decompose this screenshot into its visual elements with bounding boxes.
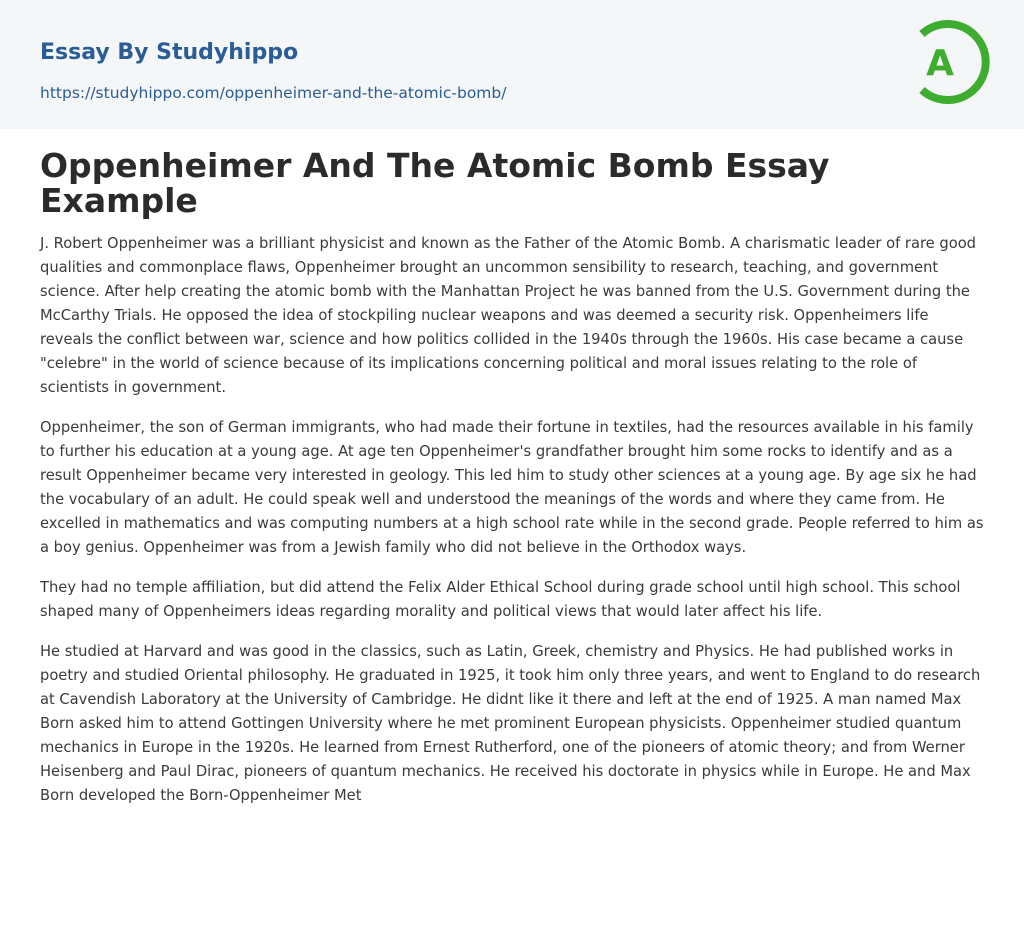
page-title: Oppenheimer And The Atomic Bomb Essay Example xyxy=(40,146,830,220)
paragraph-4: He studied at Harvard and was good in the classics, such as Latin, Greek, chemistry and Physics. He had published works in poetry and studied Oriental philosophy. He graduated in 1925, it took him only three years, and went to England to do research at Cavendish Laboratory at the University of Cambridge. He didnt like it there and left at the end of 1925. A man named Max Born asked him to attend Gottingen University where he met prominent European physicists. Oppenheimer studied quantum mechanics in Europe in the 1920s. He learned from Ernest Rutherford, one of the pioneers of atomic theory; and from Werner Heisenberg and Paul Dirac, pioneers of quantum mechanics. He received his doctorate in physics while in Europe. He and Max Born developed the Born-Oppenheimer Met xyxy=(40,643,981,804)
studyhippo-logo-icon[interactable] xyxy=(904,17,992,107)
article xyxy=(40,148,986,824)
paragraph-2: Oppenheimer, the son of German immigrants, who had made their fortune in textiles, had the resources available in his family to further his education at a young age. At age ten Oppenheimer's grandfather brought him some rocks to identify and as a result Oppenheimer became very interested in geology. This led him to study other sciences at a young age. By age six he had the vocabulary of an adult. He could speak well and understood the meanings of the words and where they came from. He excelled in mathematics and was computing numbers at a high school rate while in the second grade. People referred to him as a boy genius. Oppenheimer was from a Jewish family who did not believe in the Orthodox ways. xyxy=(40,419,984,556)
source-url-link[interactable]: https://studyhippo.com/oppenheimer-and-the-atomic-bomb/ xyxy=(40,84,507,102)
logo-letter: A xyxy=(926,43,954,84)
paragraph-3: They had no temple affiliation, but did attend the Felix Alder Ethical School during grade school until high school. This school shaped many of Oppenheimers ideas regarding morality and political views that would later affect his life. xyxy=(40,579,961,620)
site-header xyxy=(0,0,1024,129)
site-title[interactable]: Essay By Studyhippo xyxy=(40,40,299,65)
paragraph-1: J. Robert Oppenheimer was a brilliant physicist and known as the Father of the Atomic Bomb. A charismatic leader of rare good qualities and commonplace flaws, Oppenheimer brought an uncommon sensibility to research, teaching, and government science. After help creating the atomic bomb with the Manhattan Project he was banned from the U.S. Government during the McCarthy Trials. He opposed the idea of stockpiling nuclear weapons and was deemed a security risk. Oppenheimers life reveals the conflict between war, science and how politics collided in the 1940s through the 1960s. His case became a cause "celebre" in the world of science because of its implications concerning political and moral issues relating to the role of scientists in government. xyxy=(40,235,977,396)
